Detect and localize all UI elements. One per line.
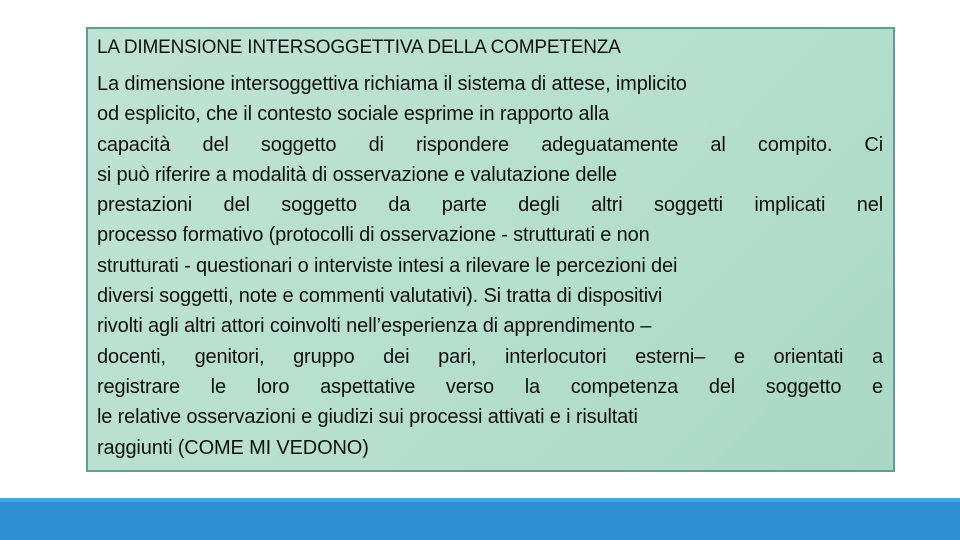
body-line: rivolti agli altri attori coinvolti nell’esperienza di apprendimento – <box>97 315 652 338</box>
body-line: docenti, genitori, gruppo dei pari, interlocutori esterni– e orientati a <box>97 345 883 368</box>
body-line: diversi soggetti, note e commenti valutativi). Si tratta di dispositivi <box>97 285 663 308</box>
body-paragraph <box>97 69 883 463</box>
body-line: registrare le loro aspettative verso la competenza del soggetto e <box>97 375 883 398</box>
body-line: od esplicito, che il contesto sociale esprime in rapporto alla <box>97 103 610 126</box>
slide-title: LA DIMENSIONE INTERSOGGETTIVA DELLA COMPETENZA <box>97 37 621 58</box>
body-line: raggiunti (COME MI VEDONO) <box>97 436 369 459</box>
body-line: si può riferire a modalità di osservazione e valutazione delle <box>97 163 617 186</box>
body-line: capacità del soggetto di rispondere adeguatamente al compito. Ci <box>97 133 883 156</box>
footer-bar <box>0 498 960 540</box>
body-line: La dimensione intersoggettiva richiama il sistema di attese, implicito <box>97 73 687 95</box>
footer-accent-line <box>0 498 960 502</box>
body-line: le relative osservazioni e giudizi sui processi attivati e i risultati <box>97 406 638 429</box>
body-line: processo formativo (protocolli di osservazione - strutturati e non <box>97 224 650 247</box>
body-line: prestazioni del soggetto da parte degli altri soggetti implicati nel <box>97 194 883 217</box>
content-text-box <box>86 27 895 472</box>
body-line: strutturati - questionari o interviste intesi a rilevare le percezioni dei <box>97 254 678 277</box>
